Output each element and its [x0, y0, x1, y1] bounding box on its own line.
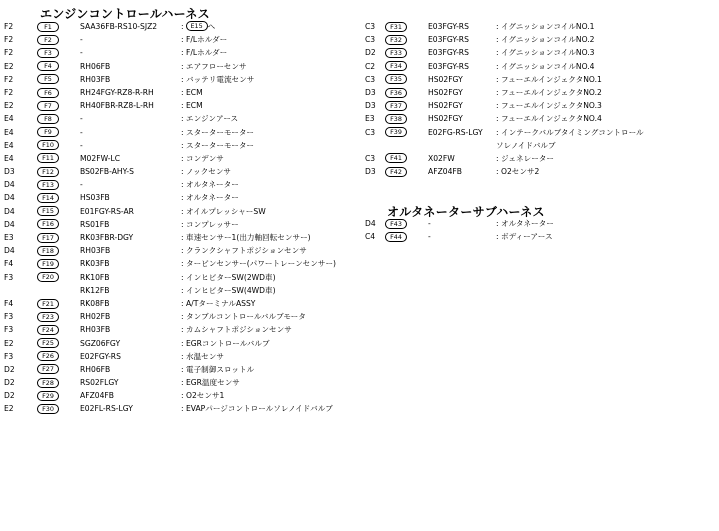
connector-description — [181, 46, 227, 59]
grid-reference: F2 — [4, 87, 14, 97]
connector-part-number: RK03FBR-DGY — [80, 233, 134, 242]
connector-part-number: - — [428, 219, 431, 228]
connector-description — [496, 33, 595, 46]
connector-part-number: RK03FB — [80, 259, 110, 269]
connector-badge: F24 — [37, 325, 59, 335]
connector-part-number: SAA36FB-RS10-SJZ2 — [80, 22, 158, 31]
grid-reference: F3 — [4, 312, 14, 322]
connector-badge: F26 — [37, 351, 59, 361]
connector-part-number: SGZ06FGY — [80, 338, 121, 348]
grid-reference: D3 — [365, 87, 376, 97]
connector-description — [181, 33, 227, 46]
connector-part-number: RH03FB — [80, 325, 111, 335]
grid-reference: C3 — [365, 127, 376, 137]
connector-description — [181, 99, 203, 112]
connector-badge: F2 — [37, 35, 59, 45]
connector-description-text: : コンプレッサー — [181, 219, 239, 229]
connector-description — [181, 20, 215, 33]
connector-part-number: HS02FGY — [428, 114, 463, 124]
connector-description — [496, 139, 556, 152]
connector-description-text: : イグニッションコイルNO.1 — [496, 22, 595, 31]
connector-part-number: RH02FB — [80, 312, 111, 322]
connector-description-text: : F/Lホルダー — [181, 35, 228, 45]
connector-description — [496, 20, 595, 33]
connector-description-text: : タンブルコントロールバルブモータ — [181, 312, 306, 322]
connector-description — [496, 165, 539, 178]
grid-reference: F4 — [4, 259, 14, 269]
connector-part-number: RH03FB — [80, 74, 111, 84]
connector-description-text: : オルタネーター — [496, 219, 554, 228]
connector-description — [181, 73, 254, 86]
connector-description-text: : オルタネーター — [181, 180, 239, 190]
connector-badge: F37 — [385, 101, 407, 111]
connector-description-text: : EGRコントロールバルブ — [181, 338, 270, 348]
connector-part-number: RH24FGY-RZ8-R-RH — [80, 87, 154, 97]
connector-badge: F23 — [37, 312, 59, 322]
connector-description-text: : カムシャフトポジションセンサ — [181, 325, 292, 335]
connector-description — [181, 191, 239, 204]
connector-description-text: : ECM — [181, 101, 203, 111]
connector-part-number: HS02FGY — [428, 101, 463, 111]
connector-description-text: : 車速センサー1(出力軸回転センサー) — [181, 233, 311, 242]
grid-reference: E2 — [4, 101, 14, 111]
connector-description — [181, 244, 307, 257]
connector-description-text: : インヒビターSW(4WD車) — [181, 285, 276, 295]
connector-part-number: E02FGY-RS — [80, 351, 121, 361]
grid-reference: D4 — [4, 180, 15, 190]
connector-description-text: : — [181, 22, 184, 31]
connector-description — [496, 112, 602, 125]
connector-description — [181, 310, 306, 323]
connector-description-text: : O2センサ1 — [181, 391, 225, 401]
connector-description — [181, 112, 238, 125]
connector-description — [181, 60, 247, 73]
connector-description — [181, 389, 224, 402]
connector-badge: F28 — [37, 378, 59, 388]
connector-part-number: - — [80, 127, 83, 137]
connector-part-number: RH03FB — [80, 246, 111, 256]
connector-part-number: RH06FB — [80, 61, 111, 71]
connector-part-number: RS02FLGY — [80, 378, 119, 388]
grid-reference: D2 — [4, 364, 15, 374]
connector-part-number: RK12FB — [80, 285, 110, 295]
engine-control-harness-title: エンジンコントロールハーネス — [40, 7, 210, 21]
connector-description-text: : イグニッションコイルNO.3 — [496, 48, 595, 58]
connector-description-text: : ボディーアース — [496, 232, 553, 242]
grid-reference: D2 — [4, 391, 15, 401]
grid-reference: D3 — [4, 167, 15, 177]
connector-description-text: : 水温センサ — [181, 351, 224, 361]
connector-badge: F39 — [385, 127, 407, 137]
connector-part-number: E01FGY-RS-AR — [80, 206, 134, 216]
connector-part-number: HS02FGY — [428, 74, 463, 84]
connector-badge: F10 — [37, 140, 59, 150]
connector-part-number: X02FW — [428, 153, 455, 163]
connector-description-text: : クランクシャフトポジションセンサ — [181, 246, 307, 256]
connector-part-number: M02FW-LC — [80, 153, 121, 163]
connector-part-number: E03FGY-RS — [428, 48, 469, 58]
connector-description-text: : O2センサ2 — [496, 167, 540, 177]
connector-description-text: : エンジンアース — [181, 114, 239, 124]
grid-reference: F2 — [4, 48, 14, 58]
connector-part-number: AFZ04FB — [428, 167, 463, 177]
connector-description — [181, 257, 336, 270]
connector-description-text: : フューエルインジェクタNO.2 — [496, 87, 602, 97]
grid-reference: D2 — [4, 378, 15, 388]
connector-badge: F34 — [385, 61, 407, 71]
connector-badge: F12 — [37, 167, 59, 177]
connector-description-text: : スターターモーター — [181, 140, 255, 150]
connector-description — [181, 350, 224, 363]
connector-description-text: : 電子制御スロットル — [181, 364, 255, 374]
connector-part-number: BS02FB-AHY-S — [80, 167, 134, 177]
grid-reference: E4 — [4, 140, 14, 150]
grid-reference: D4 — [365, 219, 376, 228]
connector-part-number: RS01FB — [80, 219, 110, 229]
connector-description — [181, 271, 276, 284]
connector-badge: F9 — [37, 127, 59, 137]
grid-reference: E4 — [4, 127, 14, 137]
connector-description-text: : オイルプレッシャーSW — [181, 206, 266, 216]
connector-description-text: : ECM — [181, 87, 203, 97]
grid-reference: F4 — [4, 298, 14, 308]
connector-part-number: RH40FBR-RZ8-L-RH — [80, 101, 154, 111]
connector-part-number: - — [80, 48, 83, 58]
connector-description — [181, 152, 224, 165]
connector-part-number: RK10FB — [80, 272, 110, 282]
connector-description-text: : タービンセンサー(パワートレーンセンサー) — [181, 259, 337, 269]
connector-badge: F44 — [385, 232, 407, 242]
grid-reference: C3 — [365, 35, 376, 45]
connector-badge: F1 — [37, 22, 59, 32]
connector-description-text: ソレノイドバルブ — [496, 140, 556, 150]
connector-part-number: RH06FB — [80, 364, 111, 374]
connector-description-text: : エアフローセンサ — [181, 61, 247, 71]
connector-badge: F13 — [37, 180, 59, 190]
grid-reference: D4 — [4, 219, 15, 229]
connector-badge: F29 — [37, 391, 59, 401]
connector-description-text: : オルタネーター — [181, 193, 239, 203]
connector-description-text: : イグニッションコイルNO.2 — [496, 35, 595, 45]
grid-reference: E2 — [4, 404, 14, 414]
connector-badge: F42 — [385, 167, 407, 177]
connector-description-text: : A/TターミナルASSY — [181, 298, 256, 308]
connector-description-text: : インヒビターSW(2WD車) — [181, 272, 276, 282]
connector-badge: F16 — [37, 219, 59, 229]
connector-badge: F31 — [385, 22, 407, 32]
connector-description — [181, 284, 276, 297]
connector-badge: F5 — [37, 74, 59, 84]
connector-description — [496, 126, 644, 139]
connector-part-number: AFZ04FB — [80, 391, 115, 401]
connector-description-text: : EVAPパージコントロールソレノイドバルブ — [181, 404, 333, 414]
connector-description — [181, 376, 240, 389]
connector-description-text: : F/Lホルダー — [181, 48, 228, 58]
grid-reference: E2 — [4, 61, 14, 71]
connector-badge: F27 — [37, 364, 59, 374]
connector-badge: F21 — [37, 299, 59, 309]
connector-badge: F8 — [37, 114, 59, 124]
connector-description — [181, 218, 239, 231]
connector-description-text: : ジェネレーター — [496, 153, 554, 163]
grid-reference: E2 — [4, 338, 14, 348]
grid-reference: C4 — [365, 232, 376, 242]
connector-badge: F6 — [37, 88, 59, 98]
connector-description — [496, 99, 602, 112]
connector-part-number: - — [80, 35, 83, 45]
connector-description-text: : EGR温度センサ — [181, 378, 240, 388]
connector-part-number: E03FGY-RS — [428, 22, 469, 31]
connector-part-number: RK08FB — [80, 298, 110, 308]
grid-reference: E3 — [365, 114, 375, 124]
connector-description — [496, 60, 595, 73]
grid-reference: E3 — [4, 233, 14, 242]
grid-reference: F2 — [4, 22, 14, 31]
connector-description — [181, 402, 333, 415]
connector-description — [496, 46, 595, 59]
connector-badge: F7 — [37, 101, 59, 111]
connector-description — [181, 323, 292, 336]
connector-badge: F30 — [37, 404, 59, 414]
grid-reference: D4 — [4, 193, 15, 203]
connector-description-text: : フューエルインジェクタNO.3 — [496, 101, 602, 111]
connector-badge: F14 — [37, 193, 59, 203]
connector-description — [496, 230, 553, 243]
grid-reference: F3 — [4, 272, 14, 282]
connector-badge: F32 — [385, 35, 407, 45]
connector-part-number: HS02FGY — [428, 87, 463, 97]
connector-badge: F38 — [385, 114, 407, 124]
connector-badge: F25 — [37, 338, 59, 348]
connector-badge: F20 — [37, 272, 59, 282]
connector-description-text: : ノックセンサ — [181, 167, 232, 177]
grid-reference: F3 — [4, 325, 14, 335]
connector-reference-badge: E15 — [186, 21, 208, 31]
alternator-sub-harness-title: オルタネーターサブハーネス — [387, 205, 545, 219]
grid-reference: C3 — [365, 74, 376, 84]
grid-reference: D3 — [365, 167, 376, 177]
connector-description-suffix: へ — [207, 22, 216, 31]
grid-reference: E4 — [4, 114, 14, 124]
connector-description — [496, 217, 554, 230]
connector-badge: F11 — [37, 153, 59, 163]
grid-reference: F3 — [4, 351, 14, 361]
connector-badge: F17 — [37, 233, 59, 243]
connector-description-text: : コンデンサ — [181, 153, 224, 163]
connector-badge: F43 — [385, 219, 407, 229]
grid-reference: C3 — [365, 153, 376, 163]
grid-reference: D4 — [4, 206, 15, 216]
connector-description — [496, 86, 602, 99]
connector-badge: F3 — [37, 48, 59, 58]
connector-part-number: HS03FB — [80, 193, 110, 203]
connector-description-text: : イグニッションコイルNO.4 — [496, 61, 595, 71]
connector-description — [496, 73, 602, 86]
connector-description — [181, 86, 203, 99]
grid-reference: E4 — [4, 153, 14, 163]
connector-part-number: - — [80, 140, 83, 150]
grid-reference: D4 — [4, 246, 15, 256]
connector-description — [181, 178, 239, 191]
connector-description — [181, 297, 255, 310]
connector-description-text: : フューエルインジェクタNO.4 — [496, 114, 602, 124]
connector-description-text: : インテークバルブタイミングコントロール — [496, 127, 644, 137]
connector-badge: F41 — [385, 153, 407, 163]
connector-description — [181, 363, 254, 376]
connector-description — [496, 152, 554, 165]
connector-badge: F35 — [385, 74, 407, 84]
connector-badge: F19 — [37, 259, 59, 269]
connector-part-number: E03FGY-RS — [428, 61, 469, 71]
grid-reference: F2 — [4, 35, 14, 45]
connector-description — [181, 126, 254, 139]
connector-badge: F18 — [37, 246, 59, 256]
grid-reference: F2 — [4, 74, 14, 84]
connector-badge: F36 — [385, 88, 407, 98]
connector-description-text: : スターターモーター — [181, 127, 255, 137]
connector-part-number: E02FL-RS-LGY — [80, 404, 133, 414]
connector-description — [181, 205, 266, 218]
connector-description — [181, 165, 231, 178]
connector-description — [181, 231, 311, 244]
connector-description-text: : フューエルインジェクタNO.1 — [496, 74, 602, 84]
connector-part-number: E02FG-RS-LGY — [428, 127, 483, 137]
connector-description — [181, 139, 254, 152]
connector-part-number: - — [80, 114, 83, 124]
connector-part-number: - — [428, 232, 431, 242]
connector-description-text: : バッテリ電流センサ — [181, 74, 255, 84]
connector-badge: F4 — [37, 61, 59, 71]
connector-part-number: - — [80, 180, 83, 190]
connector-badge: F15 — [37, 206, 59, 216]
grid-reference: D3 — [365, 101, 376, 111]
grid-reference: C2 — [365, 61, 376, 71]
connector-part-number: E03FGY-RS — [428, 35, 469, 45]
connector-description — [181, 337, 270, 350]
connector-badge: F33 — [385, 48, 407, 58]
grid-reference: D2 — [365, 48, 376, 58]
grid-reference: C3 — [365, 22, 376, 31]
